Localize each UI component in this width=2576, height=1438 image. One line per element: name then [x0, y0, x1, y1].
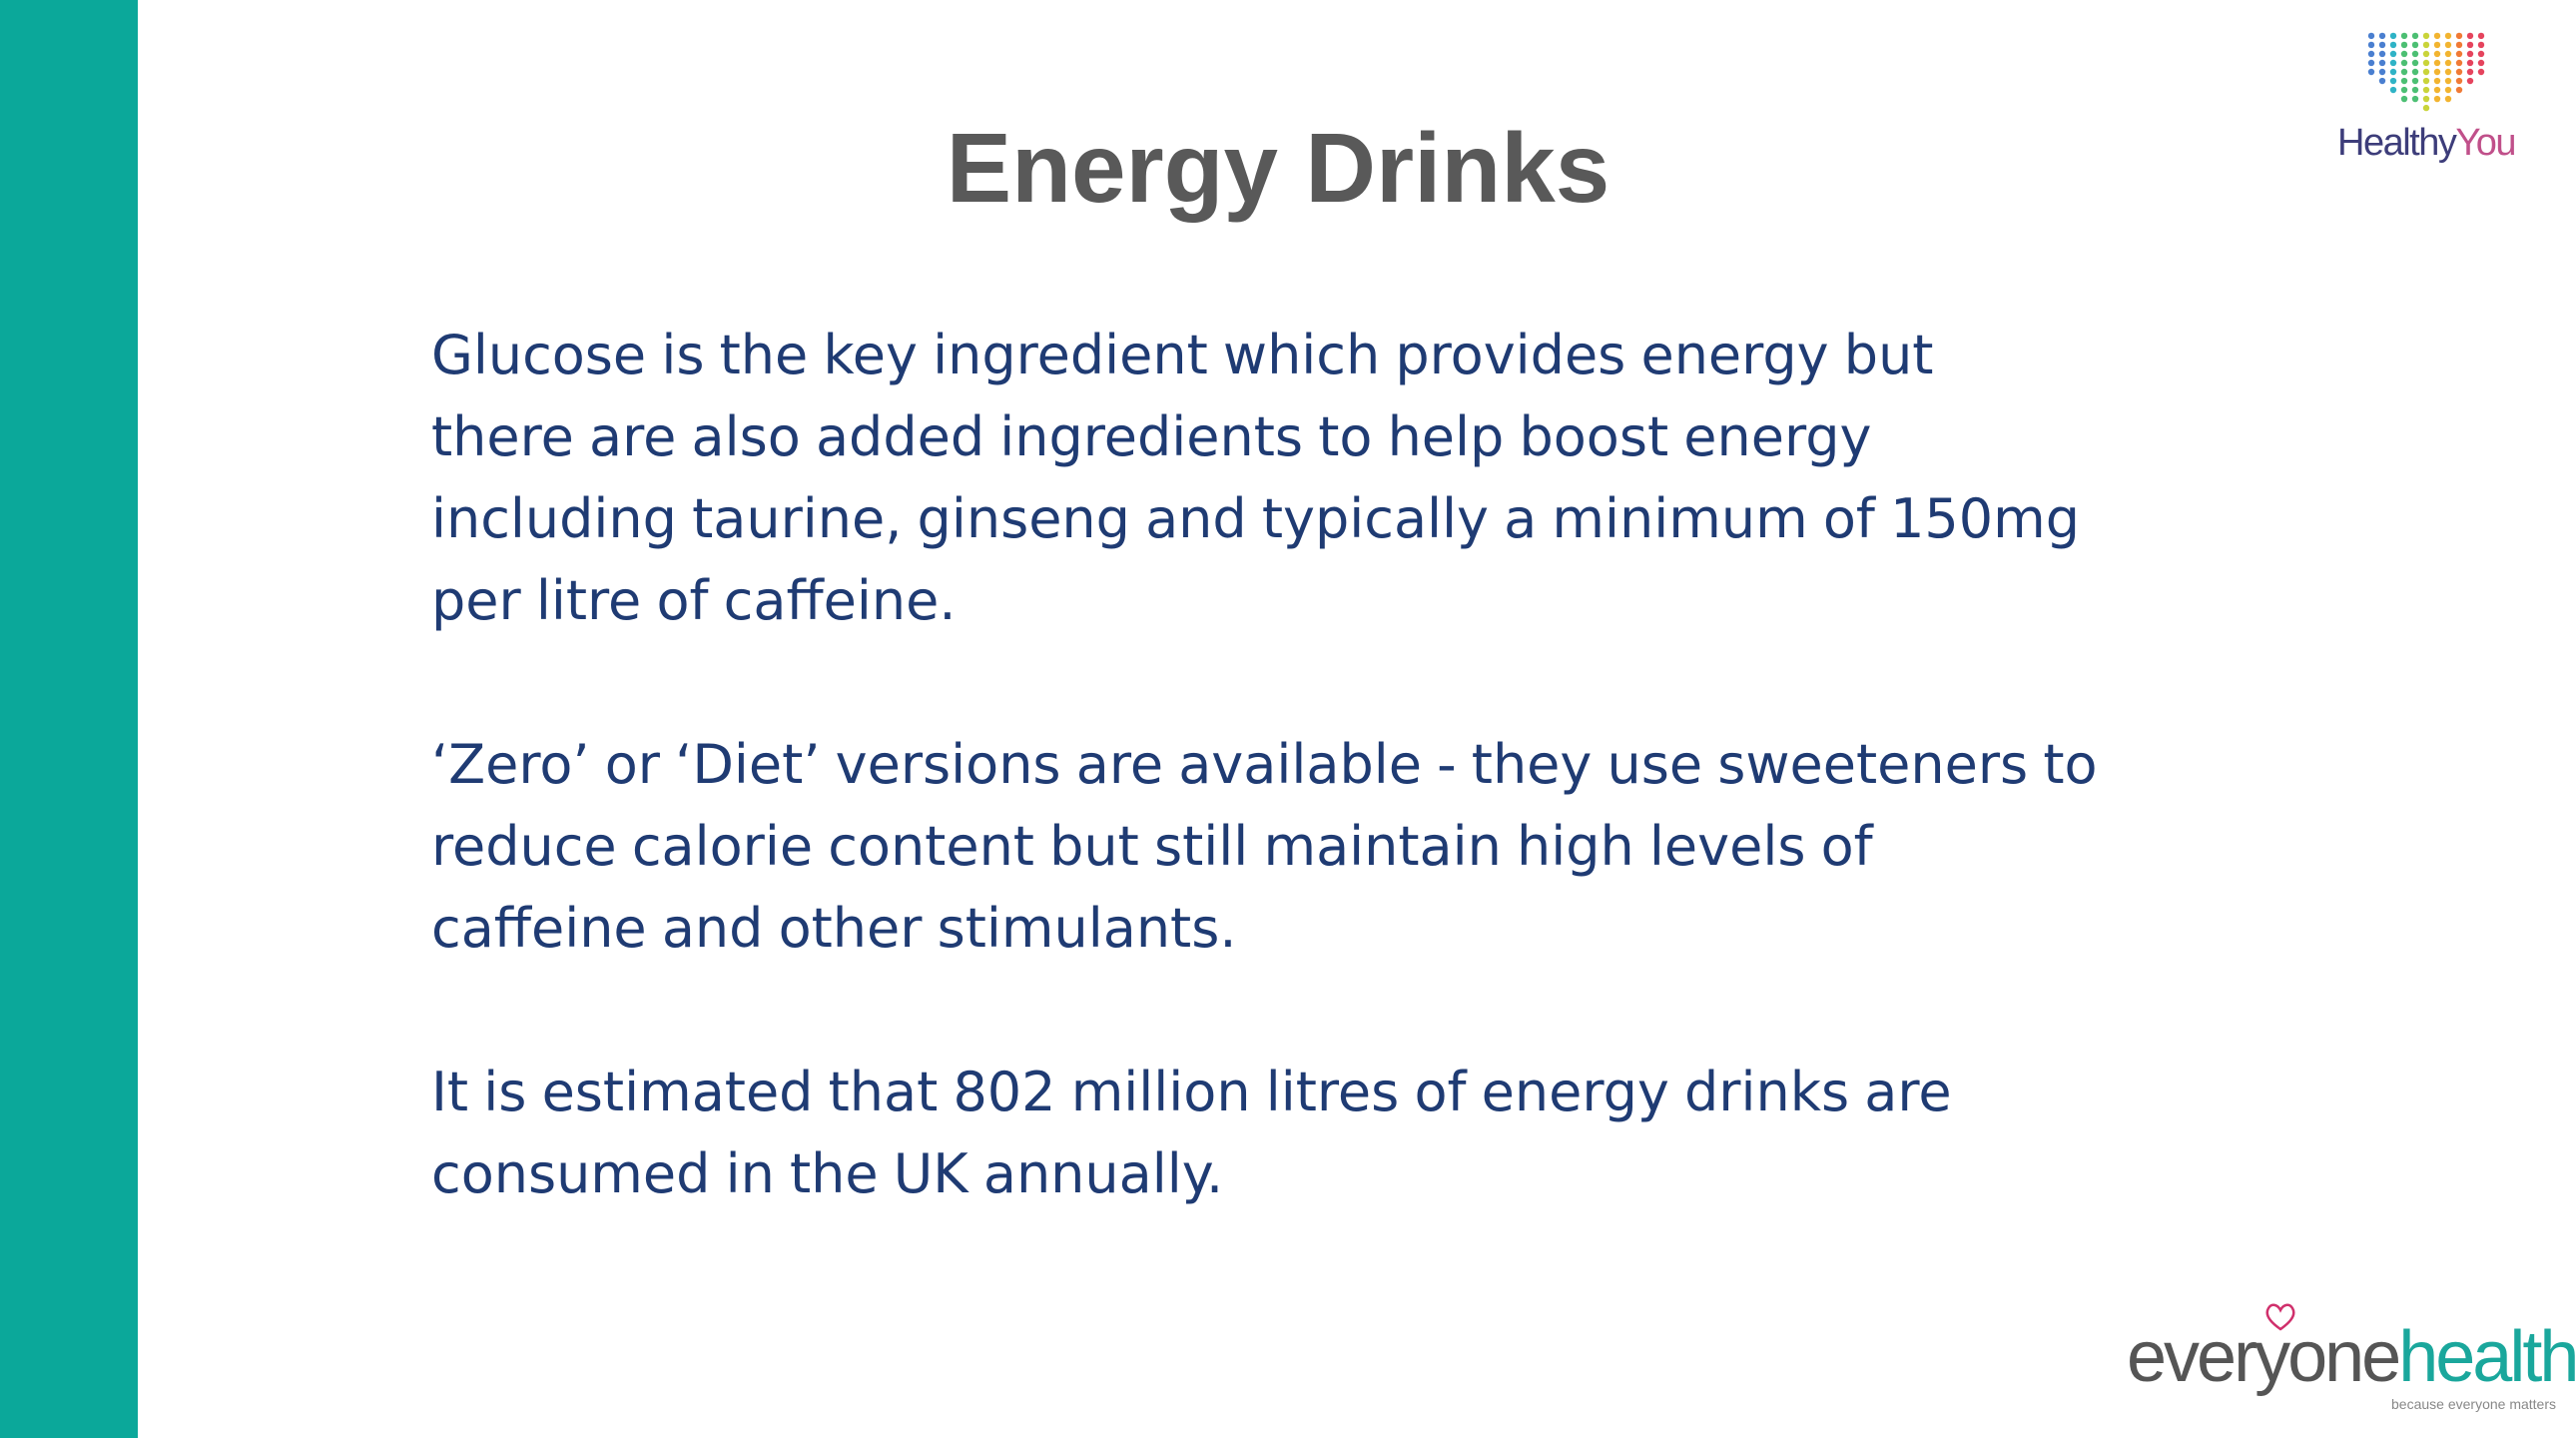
heart-dot — [2434, 60, 2440, 66]
heart-dot — [2412, 87, 2418, 93]
heart-dot — [2445, 51, 2451, 57]
heart-dot — [2467, 42, 2473, 48]
heart-dot — [2456, 60, 2462, 66]
heart-dot — [2423, 69, 2429, 75]
heart-dot — [2478, 69, 2484, 75]
heart-dot — [2478, 51, 2484, 57]
heart-dot — [2368, 42, 2374, 48]
heart-dot — [2401, 42, 2407, 48]
heart-dot — [2445, 42, 2451, 48]
everyone-health-logo — [2127, 1298, 2576, 1428]
heart-dot — [2379, 51, 2385, 57]
heart-dot — [2412, 96, 2418, 102]
heart-dot — [2456, 78, 2462, 84]
heart-dot — [2456, 33, 2462, 39]
everyone-health-part2: health — [2398, 1317, 2576, 1397]
heart-dot — [2434, 87, 2440, 93]
dotted-heart-icon — [2316, 24, 2536, 120]
heart-dot — [2412, 60, 2418, 66]
heart-dot — [2467, 51, 2473, 57]
paragraph-zero-diet: ‘Zero’ or ‘Diet’ versions are available - they use sweeteners to reduce calorie content but still maintain high levels of caffeine and other stimulants. — [431, 733, 2098, 960]
heart-dot — [2423, 33, 2429, 39]
heart-dot — [2445, 60, 2451, 66]
everyone-health-wordmark — [2127, 1316, 2576, 1398]
heart-dot — [2456, 87, 2462, 93]
heart-dot — [2456, 69, 2462, 75]
heart-dot — [2401, 60, 2407, 66]
slide-body — [431, 315, 2189, 1215]
heart-dot — [2401, 96, 2407, 102]
heart-dot — [2390, 42, 2396, 48]
heart-dot — [2434, 51, 2440, 57]
healthy-you-logo — [2316, 24, 2536, 174]
heart-dot — [2401, 51, 2407, 57]
heart-dot — [2423, 87, 2429, 93]
healthy-you-part1: Healthy — [2337, 122, 2456, 164]
heart-dot — [2379, 60, 2385, 66]
heart-dot — [2379, 33, 2385, 39]
heart-dot — [2379, 78, 2385, 84]
heart-dot — [2423, 60, 2429, 66]
heart-dot — [2379, 69, 2385, 75]
heart-dot — [2401, 69, 2407, 75]
heart-dot — [2456, 51, 2462, 57]
heart-dot — [2423, 42, 2429, 48]
everyone-health-tagline: because everyone matters — [2391, 1396, 2556, 1412]
heart-dot — [2478, 42, 2484, 48]
heart-dot — [2423, 105, 2429, 111]
heart-dot — [2467, 78, 2473, 84]
heart-dot — [2401, 87, 2407, 93]
heart-dot — [2434, 96, 2440, 102]
heart-dot — [2368, 69, 2374, 75]
heart-dot — [2434, 33, 2440, 39]
heart-dot — [2390, 51, 2396, 57]
heart-dot — [2423, 78, 2429, 84]
heart-dot — [2368, 51, 2374, 57]
heart-dot — [2412, 51, 2418, 57]
heart-dot — [2445, 69, 2451, 75]
heart-dot — [2390, 33, 2396, 39]
heart-dot — [2445, 96, 2451, 102]
heart-dot — [2467, 69, 2473, 75]
heart-dot — [2445, 87, 2451, 93]
heart-dot — [2412, 78, 2418, 84]
heart-dot — [2445, 33, 2451, 39]
heart-dot — [2368, 33, 2374, 39]
heart-dot — [2467, 60, 2473, 66]
heart-dot — [2412, 42, 2418, 48]
heart-dot — [2478, 33, 2484, 39]
heart-dot — [2467, 33, 2473, 39]
heart-dot — [2368, 60, 2374, 66]
heart-dot — [2445, 78, 2451, 84]
heart-dot — [2412, 33, 2418, 39]
heart-dot — [2412, 69, 2418, 75]
heart-dot — [2434, 69, 2440, 75]
heart-dot — [2401, 78, 2407, 84]
heart-dot — [2456, 42, 2462, 48]
heart-dot — [2423, 51, 2429, 57]
paragraph-estimate: It is estimated that 802 million litres of energy drinks are consumed in the UK annually. — [431, 1061, 1952, 1205]
heart-dot — [2390, 87, 2396, 93]
heart-dot — [2434, 42, 2440, 48]
paragraph-glucose: Glucose is the key ingredient which provides energy but there are also added ingredients to help boost energy including taurine, ginseng and typically a minimum of 150mg per litre of caffeine. — [431, 324, 2081, 632]
everyone-health-part1: everyone — [2127, 1317, 2399, 1397]
heart-dot — [2478, 60, 2484, 66]
healthy-you-wordmark — [2316, 122, 2536, 165]
healthy-you-part2: You — [2455, 122, 2515, 164]
heart-dot — [2423, 96, 2429, 102]
sidebar-accent — [0, 0, 138, 1438]
heart-dot — [2401, 33, 2407, 39]
heart-dot — [2390, 78, 2396, 84]
heart-dot — [2390, 69, 2396, 75]
slide-title: Energy Drinks — [946, 113, 1610, 223]
heart-dot — [2390, 60, 2396, 66]
heart-dot — [2379, 42, 2385, 48]
heart-dot — [2434, 78, 2440, 84]
